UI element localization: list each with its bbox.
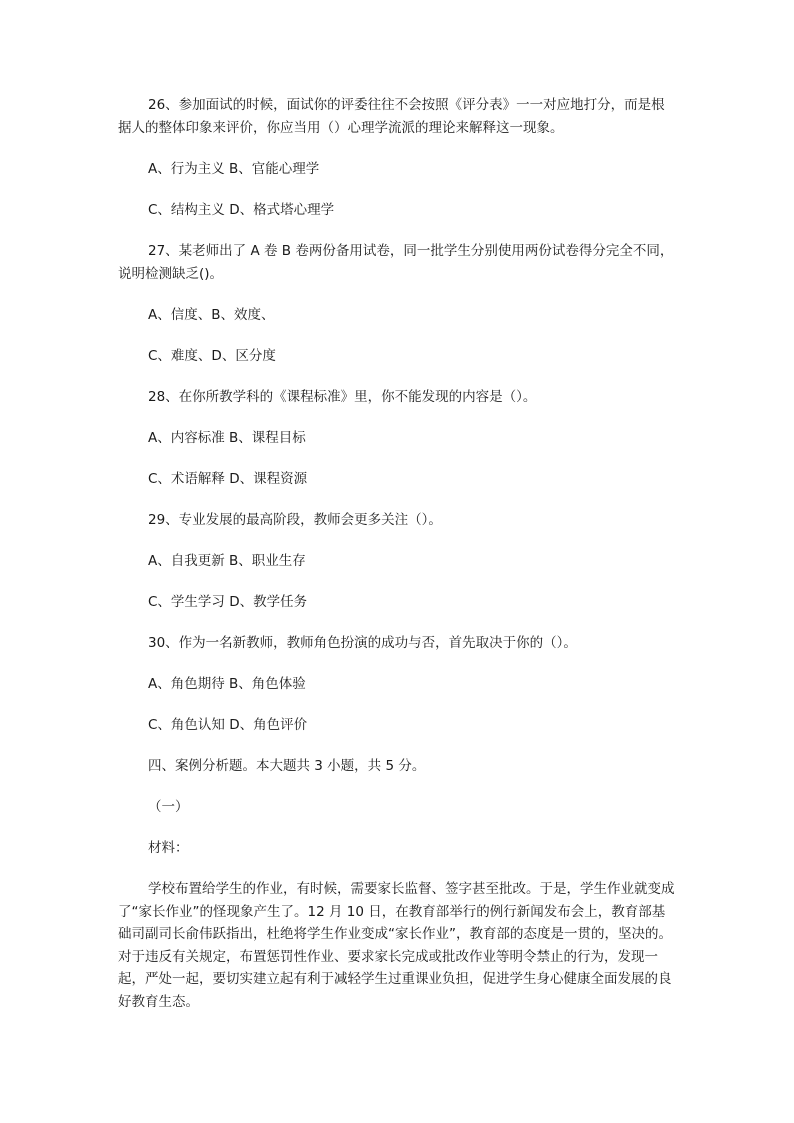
question-28 <box>118 386 676 491</box>
case-analysis-section <box>118 755 676 1013</box>
question-option: C、角色认知 D、角色评价 <box>148 717 308 733</box>
question-option: A、角色期待 B、角色体验 <box>148 676 306 692</box>
question-option: C、结构主义 D、格式塔心理学 <box>148 202 335 218</box>
question-30 <box>118 632 676 737</box>
question-stem: 27、某老师出了 A 卷 B 卷两份备用试卷，同一批学生分别使用两份试卷得分完全不同，说明检测缺乏()。 <box>118 243 674 282</box>
question-option: A、信度、B、效度、 <box>148 307 275 323</box>
question-option: C、术语解释 D、课程资源 <box>148 471 308 487</box>
question-stem: 29、专业发展的最高阶段，教师会更多关注（）。 <box>148 512 442 528</box>
question-stem: 30、作为一名新教师，教师角色扮演的成功与否，首先取决于你的（）。 <box>148 635 577 651</box>
section-subheading: （一） <box>148 799 189 815</box>
question-option: C、学生学习 D、教学任务 <box>148 594 308 610</box>
question-stem: 26、参加面试的时候，面试你的评委往往不会按照《评分表》一一对应地打分，而是根据人的整体印象来评价，你应当用（）心理学流派的理论来解释这一现象。 <box>118 97 665 136</box>
material-block <box>118 878 676 1013</box>
question-27 <box>118 240 676 368</box>
question-option: C、难度、D、区分度 <box>148 348 276 364</box>
material-text: 学校布置给学生的作业，有时候，需要家长监督、签字甚至批改。于是，学生作业就变成了“家长作业”的怪现象产生了。12 月 10 日，在教育部举行的例行新闻发布会上，教育部基础司副司长俞伟跃指出，杜绝将学生作业变成“家长作业”，教育部的态度是一贯的，坚决的。对于违反有关规定，布置惩罚性作业、要求家长完成或批改作业等明令禁止的行为，发现一起，严处一起，要切实建立起有利于减轻学生过重课业负担，促进学生身心健康全面发展的良好教育生态。 <box>118 881 675 1010</box>
question-29 <box>118 509 676 614</box>
question-stem: 28、在你所教学科的《课程标准》里，你不能发现的内容是（）。 <box>148 389 537 405</box>
section-heading: 四、案例分析题。本大题共 3 小题，共 5 分。 <box>148 758 426 774</box>
question-option: A、行为主义 B、官能心理学 <box>148 161 320 177</box>
question-26 <box>118 94 676 222</box>
question-option: A、自我更新 B、职业生存 <box>148 553 306 569</box>
question-option: A、内容标准 B、课程目标 <box>148 430 306 446</box>
material-label: 材料： <box>148 840 189 856</box>
